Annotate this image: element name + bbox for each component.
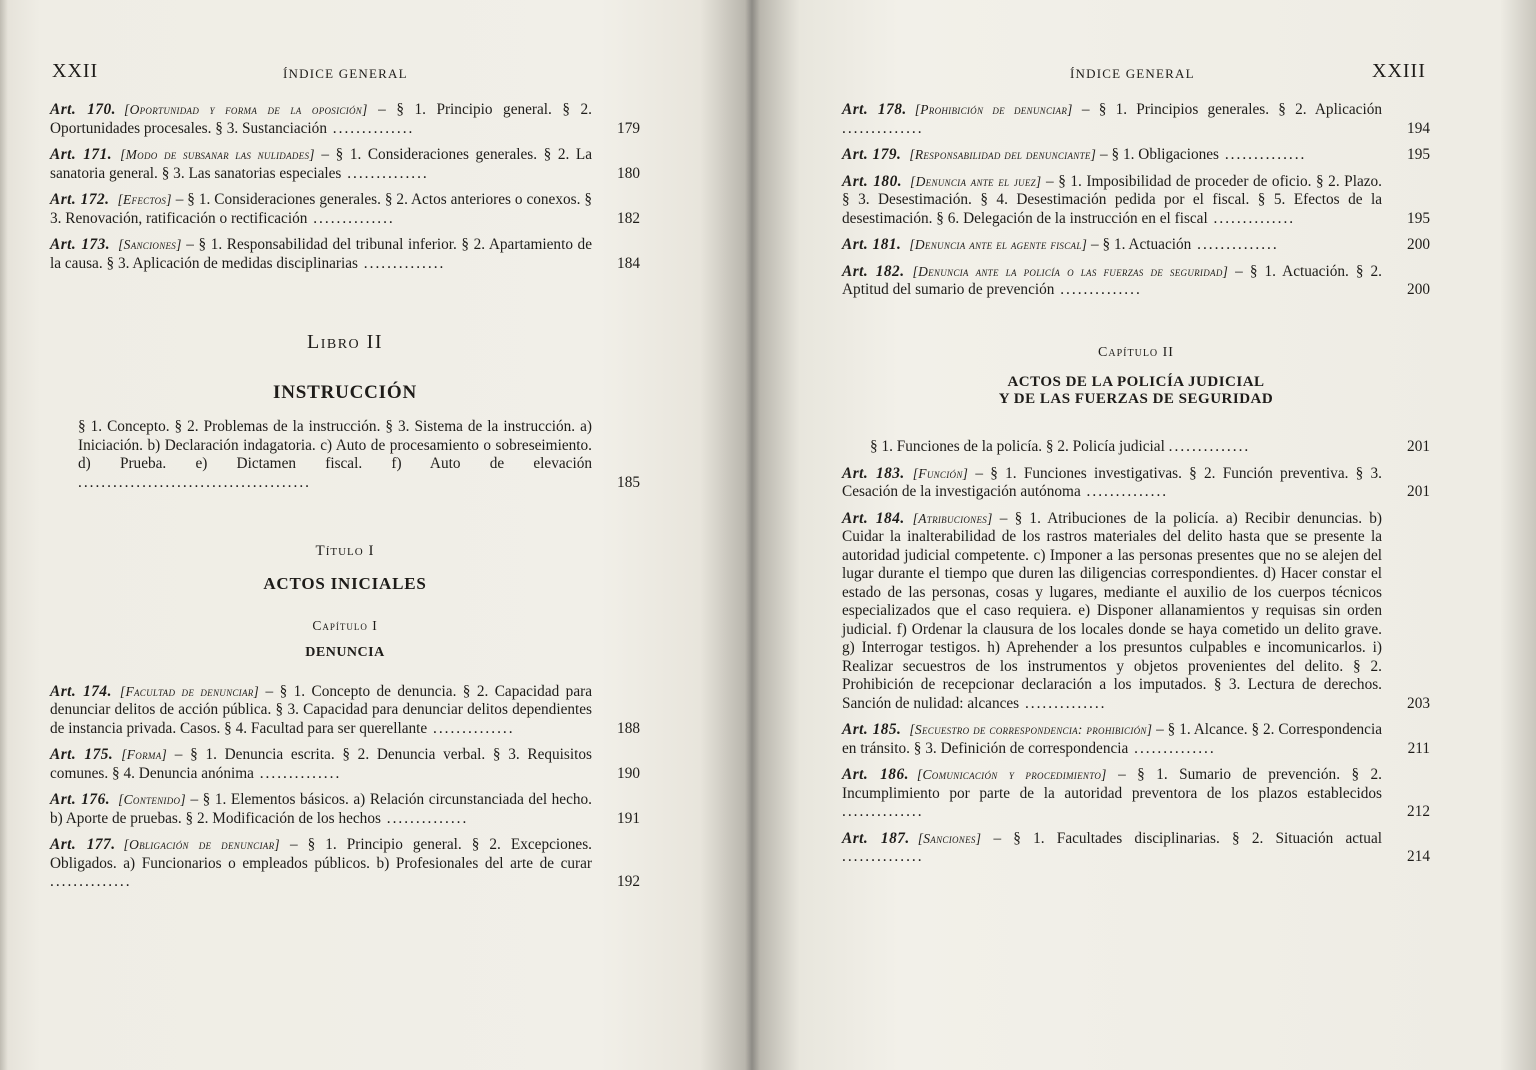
running-head: ÍNDICE GENERAL — [283, 66, 408, 81]
entry-page: 211 — [1407, 739, 1430, 757]
chapter-label: Capítulo II — [1098, 344, 1174, 360]
book-title: INSTRUCCIÓN — [273, 381, 417, 403]
toc-entry: Art. 179. [Responsabilidad del denunciante] – § 1. Obligaciones .............. 195 — [842, 146, 1430, 163]
toc-entry: Art. 174. [Facultad de denunciar] – § 1. Concepto de denuncia. § 2. Capacidad para denunciar delitos de acción pública. § 3. Capacidad para denunciar delitos dependientes de instancia privada. Casos. § 4. Facultad para ser querellante .............. 188 — [50, 682, 640, 737]
entry-page: 190 — [617, 764, 640, 782]
toc-entry: § 1. Funciones de la policía. § 2. Policía judicial .............. 201 — [870, 438, 1430, 455]
article-heading: [Forma] — [121, 747, 168, 762]
entry-page: 200 — [1407, 236, 1430, 253]
article-heading: [Función] — [912, 465, 969, 481]
right-page — [752, 0, 1536, 1070]
entry-text: – § 1. Funciones investigativas. § 2. Función preventiva. § 3. Cesación de la investigación autónoma — [842, 464, 1382, 500]
entry-text: § 1. Concepto. § 2. Problemas de la instrucción. § 3. Sistema de la instrucción. a) Iniciación. b) Declaración indagatoria. c) Auto de procesamiento o sobreseimiento. d) Prueba. e) Dictamen fiscal. f) Auto de elevación — [78, 418, 592, 472]
entry-page: 201 — [1407, 483, 1430, 500]
entry-text: § 1. Funciones de la policía. § 2. Policía judicial — [870, 438, 1165, 455]
entry-page: 195 — [1407, 209, 1430, 227]
article-number: Art. 180. — [842, 172, 903, 190]
toc-entry: Art. 171. [Modo de subsanar las nulidades] – § 1. Consideraciones generales. § 2. La sanatoria general. § 3. Las sanatorias especiales .............. 180 — [50, 146, 640, 182]
article-number: Art. 186. — [842, 766, 909, 783]
toc-entry: Art. 183. [Función] – § 1. Funciones investigativas. § 2. Función preventiva. § 3. Cesación de la investigación autónoma .............. 201 — [842, 464, 1430, 500]
article-number: Art. 172. — [50, 191, 110, 208]
article-number: Art. 177. — [50, 836, 116, 853]
entry-text: – § 1. Facultades disciplinarias. § 2. Situación actual — [981, 829, 1382, 847]
entry-text: – § 1. Alcance. § 2. Correspondencia en tránsito. § 3. Definición de correspondencia — [842, 721, 1382, 757]
entry-page: 194 — [1407, 119, 1430, 137]
entry-page: 212 — [1407, 803, 1430, 820]
article-heading: [Efectos] — [117, 192, 172, 207]
article-number: Art. 181. — [842, 236, 902, 253]
toc-entry: Art. 177. [Obligación de denunciar] – § 1. Principio general. § 2. Excepciones. Obligados. a) Funcionarios o empleados públicos. b) Profesionales del arte de curar .............. 192 — [50, 836, 640, 890]
toc-entries — [842, 465, 1430, 867]
toc-entry: Art. 182. [Denuncia ante la policía o las fuerzas de seguridad] – § 1. Actuación. § 2. Aptitud del sumario de prevención .............. 200 — [842, 262, 1430, 298]
article-heading: [Denuncia ante la policía o las fuerzas de seguridad] — [912, 263, 1229, 279]
article-number: Art. 175. — [50, 746, 114, 763]
entry-text: – § 1. Elementos básicos. a) Relación circunstanciada del hecho. b) Aporte de pruebas. § 2. Modificación de los hechos — [50, 791, 593, 827]
entry-text: – § 1. Denuncia escrita. § 2. Denuncia verbal. § 3. Requisitos comunes. § 4. Denuncia anónima — [50, 746, 592, 782]
entry-page: 182 — [617, 209, 640, 227]
article-heading: [Modo de subsanar las nulidades] — [120, 147, 315, 162]
article-heading: [Denuncia ante el juez] — [910, 173, 1042, 189]
toc-entry: Art. 173. [Sanciones] – § 1. Responsabilidad del tribunal inferior. § 2. Apartamiento de la causa. § 3. Aplicación de medidas disciplinarias .............. 184 — [50, 236, 640, 272]
article-number: Art. 170. — [50, 101, 117, 118]
entry-text: – § 1. Consideraciones generales. § 2. Actos anteriores o conexos. § 3. Renovación, ratificación o rectificación — [50, 191, 593, 227]
article-number: Art. 173. — [50, 236, 111, 253]
article-number: Art. 176. — [50, 791, 111, 808]
article-number: Art. 183. — [842, 464, 905, 482]
entry-text: – § 1. Sumario de prevención. § 2. Incumplimiento por parte de la autoridad preventora de los plazos establecidos — [842, 766, 1382, 802]
toc-entries — [50, 683, 640, 892]
entry-page: 184 — [617, 254, 640, 272]
entry-page: 191 — [617, 809, 640, 827]
entry-page: 185 — [617, 473, 640, 491]
toc-content — [50, 101, 640, 900]
entry-text: – § 1. Principio general. § 2. Excepciones. Obligados. a) Funcionarios o empleados públicos. b) Profesionales del arte de curar — [50, 836, 592, 872]
article-heading: [Secuestro de correspondencia: prohibición] — [909, 722, 1153, 737]
article-heading: [Atribuciones] — [912, 510, 993, 526]
article-number: Art. 182. — [842, 262, 905, 280]
title-name: ACTOS INICIALES — [263, 573, 427, 593]
article-heading: [Obligación de denunciar] — [123, 837, 280, 852]
toc-content — [842, 101, 1430, 875]
article-number: Art. 174. — [50, 682, 112, 700]
toc-entries — [842, 101, 1430, 300]
entry-text: – § 1. Actuación — [1087, 236, 1192, 253]
toc-entry: Art. 170. [Oportunidad y forma de la oposición] – § 1. Principio general. § 2. Oportunidades procesales. § 3. Sustanciación .............. 179 — [50, 101, 640, 137]
toc-entry: Art. 178. [Prohibición de denunciar] – § 1. Principios generales. § 2. Aplicación .............. 194 — [842, 101, 1430, 137]
entry-text: – § 1. Principios generales. § 2. Aplicación — [1072, 101, 1382, 118]
article-number: Art. 178. — [842, 101, 907, 118]
entry-page: 200 — [1407, 281, 1430, 298]
article-heading: [Responsabilidad del denunciante] — [909, 147, 1097, 162]
article-number: Art. 179. — [842, 146, 902, 163]
chapter-label: Capítulo I — [312, 618, 378, 633]
toc-entry: § 1. Concepto. § 2. Problemas de la instrucción. § 3. Sistema de la instrucción. a) Iniciación. b) Declaración indagatoria. c) Auto de procesamiento o sobreseimiento. d) Prueba. e) Dictamen fiscal. f) Auto de elevación ........................................ 185 — [78, 418, 640, 491]
article-number: Art. 185. — [842, 721, 902, 738]
page-number: XXIII — [1372, 60, 1426, 82]
article-heading: [Contenido] — [118, 792, 186, 807]
entry-text: – § 1. Responsabilidad del tribunal inferior. § 2. Apartamiento de la causa. § 3. Aplicación de medidas disciplinarias — [50, 236, 592, 272]
entry-text: – § 1. Principio general. § 2. Oportunidades procesales. § 3. Sustanciación — [50, 101, 593, 137]
entry-text: – § 1. Actuación. § 2. Aptitud del sumario de prevención — [842, 262, 1382, 298]
entry-page: 192 — [617, 873, 640, 890]
toc-entry: Art. 176. [Contenido] – § 1. Elementos básicos. a) Relación circunstanciada del hecho. b) Aporte de pruebas. § 2. Modificación de los hechos .............. 191 — [50, 791, 640, 827]
article-heading: [Oportunidad y forma de la oposición] — [124, 102, 368, 117]
article-heading: [Sanciones] — [118, 237, 182, 252]
toc-entry: Art. 184. [Atribuciones] – § 1. Atribuciones de la policía. a) Recibir denuncias. b) Cuidar la inalterabilidad de los rastros materiales del delito hasta que se presente la autoridad judicial competente. c) Imponer a las personas presentes que no se alejen del lugar durante el tiempo que duren las diligencias correspondientes. d) Hacer constar el estado de las personas, cosas y lugares, mediante el auxilio de los cuerpos técnicos especializados que el caso requiera. e) Disponer allanamientos y requisas sin orden judicial. f) Ordenar la clausura de los locales donde se haya cometido un delito grave. g) Interrogar testigos. h) Aprehender a los presuntos culpables e incomunicarlos. i) Realizar secuestros de los instrumentos y objetos provenientes del delito. § 2. Prohibición de recepcionar declaración a los imputados. § 3. Lectura de derechos. Sanción de nulidad: alcances .............. 203 — [842, 509, 1430, 712]
entry-text: – § 1. Imposibilidad de proceder de oficio. § 2. Plazo. § 3. Desestimación. § 4. Desestimación pedida por el fiscal. § 5. Efectos de la desestimación. § 6. Delegación de la instrucción en el fiscal — [842, 172, 1382, 227]
entry-page: 195 — [1407, 146, 1430, 163]
entry-page: 201 — [1407, 438, 1430, 455]
toc-entries — [50, 101, 640, 273]
article-heading: [Sanciones] — [917, 830, 982, 846]
toc-entry: Art. 186. [Comunicación y procedimiento] – § 1. Sumario de prevención. § 2. Incumplimiento por parte de la autoridad preventora de los plazos establecidos .............. 212 — [842, 766, 1430, 820]
article-heading: [Prohibición de denunciar] — [914, 102, 1073, 117]
article-heading: [Denuncia ante el agente fiscal] — [909, 237, 1088, 252]
article-number: Art. 187. — [842, 829, 910, 847]
book-label: Libro II — [307, 331, 383, 353]
entry-page: 203 — [1407, 694, 1430, 712]
chapter-name-line2: Y DE LAS FUERZAS DE SEGURIDAD — [998, 391, 1274, 407]
toc-entry: Art. 181. [Denuncia ante el agente fiscal] – § 1. Actuación .............. 200 — [842, 236, 1430, 253]
toc-entry: Art. 172. [Efectos] – § 1. Consideraciones generales. § 2. Actos anteriores o conexos. § 3. Renovación, ratificación o rectificación .............. 182 — [50, 191, 640, 227]
toc-entry: Art. 175. [Forma] – § 1. Denuncia escrita. § 2. Denuncia verbal. § 3. Requisitos comunes. § 4. Denuncia anónima .............. 190 — [50, 746, 640, 782]
toc-entry: Art. 185. [Secuestro de correspondencia: prohibición] – § 1. Alcance. § 2. Correspondencia en tránsito. § 3. Definición de correspondencia .............. 211 — [842, 721, 1430, 757]
entry-text: – § 1. Atribuciones de la policía. a) Recibir denuncias. b) Cuidar la inalterabilidad de los rastros materiales del delito hasta que se presente la autoridad judicial competente. c) Imponer a las personas presentes que no se alejen del lugar durante el tiempo que duren las diligencias correspondientes. d) Hacer constar el estado de las personas, cosas y lugares, mediante el auxilio de los cuerpos técnicos especializados que el caso requiera. e) Disponer allanamientos y requisas sin orden judicial. f) Ordenar la clausura de los locales donde se haya cometido un delito grave. g) Interrogar testigos. h) Aprehender a los presuntos culpables e incomunicarlos. i) Realizar secuestros de los instrumentos y objetos provenientes del delito. § 2. Prohibición de recepcionar declaración a los imputados. § 3. Lectura de derechos. Sanción de nulidad: alcances — [842, 509, 1382, 712]
left-page — [0, 0, 748, 1070]
article-heading: [Facultad de denunciar] — [119, 683, 260, 699]
entry-page: 179 — [617, 119, 640, 137]
page-number: XXII — [52, 60, 99, 82]
title-label: Título I — [315, 543, 375, 559]
entry-page: 180 — [617, 164, 640, 182]
entry-page: 188 — [617, 719, 640, 737]
running-head: ÍNDICE GENERAL — [1070, 66, 1195, 81]
toc-entry: Art. 187. [Sanciones] – § 1. Facultades disciplinarias. § 2. Situación actual .............. 214 — [842, 829, 1430, 865]
entry-text: – § 1. Obligaciones — [1096, 146, 1220, 163]
chapter-name: DENUNCIA — [305, 644, 385, 660]
entry-page: 214 — [1407, 848, 1430, 865]
article-heading: [Comunicación y procedimiento] — [916, 767, 1107, 782]
entry-text: – § 1. Consideraciones generales. § 2. La sanatoria general. § 3. Las sanatorias especiales — [50, 146, 593, 182]
entry-text: – § 1. Concepto de denuncia. § 2. Capacidad para denunciar delitos de acción pública. § 3. Capacidad para denunciar delitos dependientes de instancia privada. Casos. § 4. Facultad para ser querellante — [50, 682, 592, 737]
toc-entry: Art. 180. [Denuncia ante el juez] – § 1. Imposibilidad de proceder de oficio. § 2. Plazo. § 3. Desestimación. § 4. Desestimación pedida por el fiscal. § 5. Efectos de la desestimación. § 6. Delegación de la instrucción en el fiscal .............. 195 — [842, 172, 1430, 227]
chapter-name-line1: ACTOS DE LA POLICÍA JUDICIAL — [1007, 374, 1265, 390]
article-number: Art. 171. — [50, 146, 113, 163]
article-number: Art. 184. — [842, 509, 905, 527]
